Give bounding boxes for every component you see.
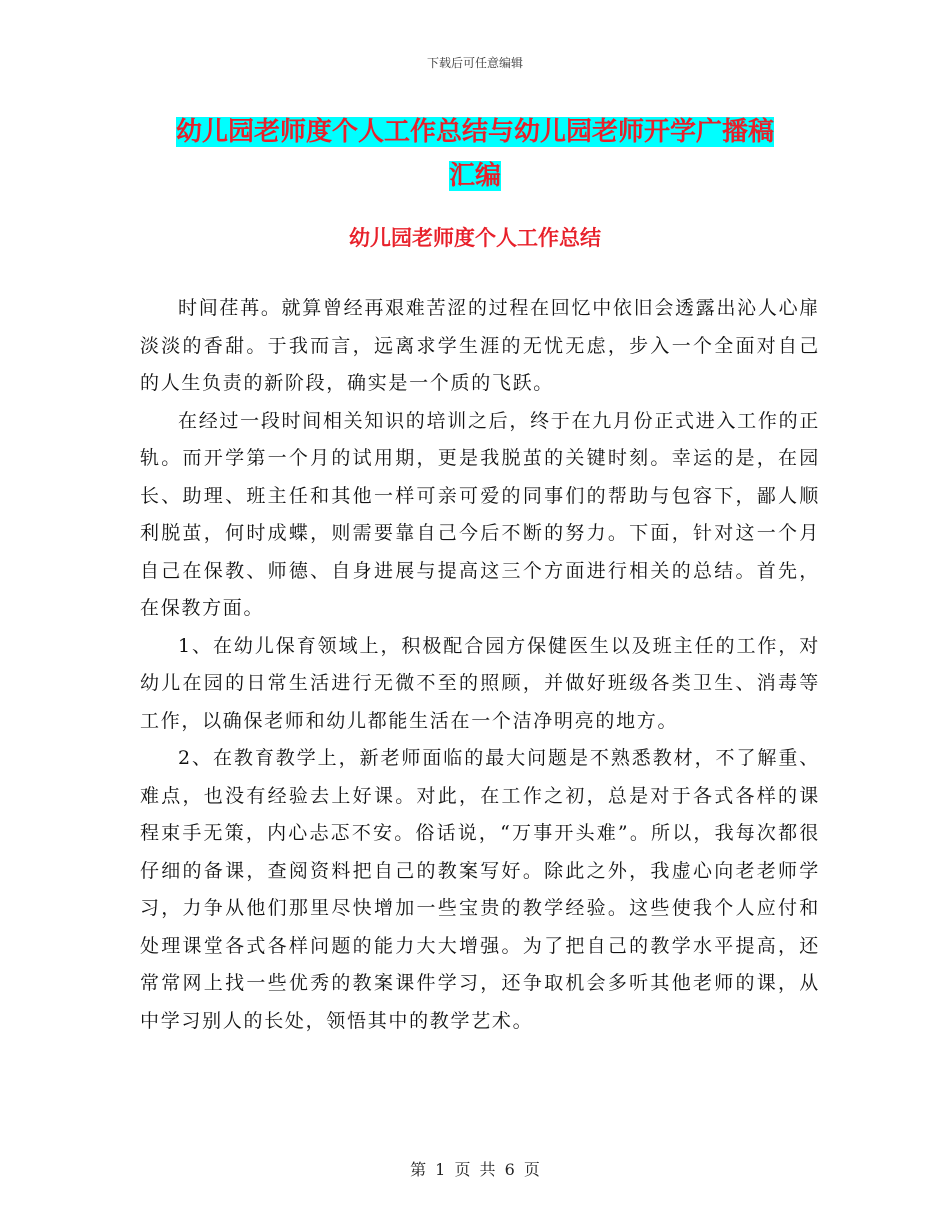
section-title: 幼儿园老师度个人工作总结 — [349, 226, 601, 250]
document-title — [150, 110, 800, 198]
document-title-line-2: 汇编 — [448, 161, 501, 191]
paragraph: 2、在教育教学上，新老师面临的最大问题是不熟悉教材，不了解重、难点，也没有经验去上好课。对此，在工作之初，总是对于各式各样的课程束手无策，内心忐忑不安。俗话说，“万事开头难”。所以，我每次都很仔细的备课，查阅资料把自己的教案写好。除此之外，我虚心向老老师学习，力争从他们那里尽快增加一些宝贵的教学经验。这些使我个人应付和处理课堂各式各样问题的能力大大增强。为了把自己的教学水平提高，还常常网上找一些优秀的教案课件学习，还争取机会多听其他老师的课，从中学习别人的长处，领悟其中的教学艺术。 — [140, 747, 820, 1032]
page-footer: 第 1 页 共 6 页 — [410, 1160, 540, 1179]
paragraph: 1、在幼儿保育领域上，积极配合园方保健医生以及班主任的工作，对幼儿在园的日常生活进行无微不至的照顾，并做好班级各类卫生、消毒等工作，以确保老师和幼儿都能生活在一个洁净明亮的地方。 — [140, 634, 820, 732]
document-title-line-1: 幼儿园老师度个人工作总结与幼儿园老师开学广播稿 — [175, 117, 774, 147]
document-body — [140, 290, 820, 1040]
header-note: 下载后可任意编辑 — [426, 56, 523, 70]
paragraph: 在经过一段时间相关知识的培训之后，终于在九月份正式进入工作的正轨。而开学第一个月的试用期，更是我脱茧的关键时刻。幸运的是，在园长、助理、班主任和其他一样可亲可爱的同事们的帮助与包容下，鄙人顺利脱茧，何时成蝶，则需要靠自己今后不断的努力。下面，针对这一个月自己在保教、师德、自身进展与提高这三个方面进行相关的总结。首先，在保教方面。 — [140, 409, 820, 619]
paragraph: 时间荏苒。就算曾经再艰难苦涩的过程在回忆中依旧会透露出沁人心扉淡淡的香甜。于我而言，远离求学生涯的无忧无虑，步入一个全面对自己的人生负责的新阶段，确实是一个质的飞跃。 — [140, 297, 820, 394]
